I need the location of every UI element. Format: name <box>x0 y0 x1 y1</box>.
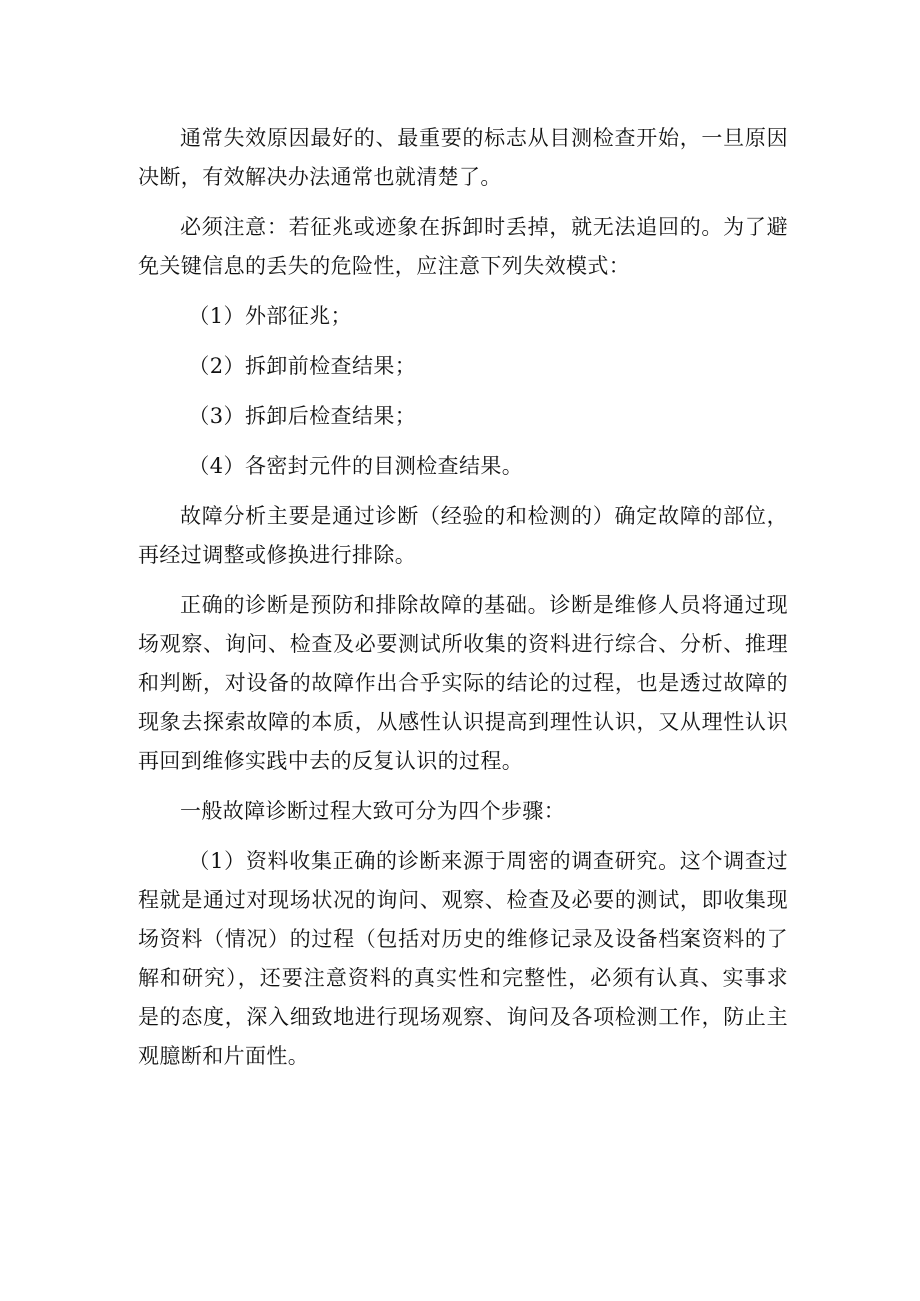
list-item-2: （2）拆卸前检查结果； <box>188 354 417 378</box>
list-item-3: （3）拆卸后检查结果； <box>188 404 417 428</box>
paragraph-step-1-data-collection: （1）资料收集正确的诊断来源于周密的调查研究。这个调查过程就是通过对现场状况的询问、观察、检查及必要的测试，即收集现场资料（情况）的过程（包括对历史的维修记录及设备档案资料的了解和研究），还要注意资料的真实性和完整性，必须有认真、实事求是的态度，深入细致地进行现场观察、询问及各项检测工作，防止主观臆断和片面性。 <box>138 849 788 1068</box>
paragraph-correct-diagnosis: 正确的诊断是预防和排除故障的基础。诊断是维修人员将通过现场观察、询问、检查及必要测试所收集的资料进行综合、分析、推理和判断，对设备的故障作出合乎实际的结论的过程，也是透过故障的现象去探索故障的本质，从感性认识提高到理性认识，又从理性认识再回到维修实践中去的反复认识的过程。 <box>138 593 788 773</box>
list-item-1: （1）外部征兆； <box>188 304 352 328</box>
paragraph-diagnosis-steps: 一般故障诊断过程大致可分为四个步骤： <box>180 799 566 823</box>
paragraph-fault-analysis: 故障分析主要是通过诊断（经验的和检测的）确定故障的部位，再经过调整或修换进行排除。 <box>138 504 788 567</box>
paragraph-failure-cause: 通常失效原因最好的、最重要的标志从目测检查开始，一旦原因决断，有效解决办法通常也就清楚了。 <box>138 126 788 189</box>
document-body <box>138 119 788 1087</box>
paragraph-attention: 必须注意：若征兆或迹象在拆卸时丢掉，就无法追回的。为了避免关键信息的丢失的危险性，应注意下列失效模式： <box>138 215 788 278</box>
list-item-4: （4）各密封元件的目测检查结果。 <box>188 454 524 478</box>
